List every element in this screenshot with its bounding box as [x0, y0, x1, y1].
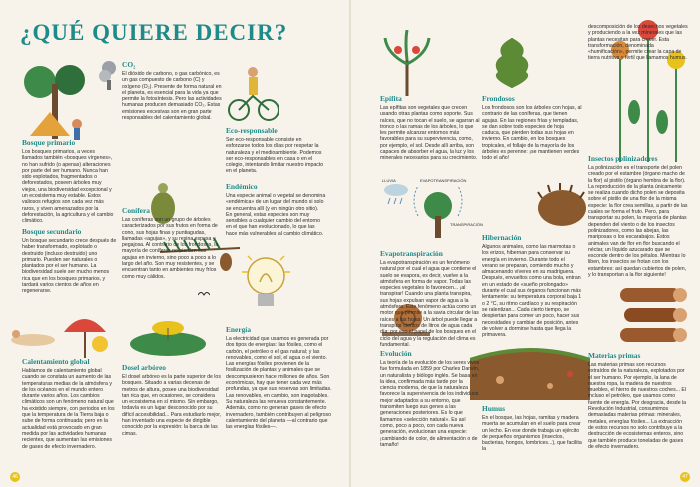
entry-text: Hablamos de calentamiento global cuando se constata un aumento de las temperaturas medias de la atmósfera y de los océanos en el mundo entero durante varios años. Los cambios climáticos son un fenómeno natural que ha existido siempre, con periodos en los que la temperatura de la Tierra baja o sube de forma continuada; pero en la actualidad está provocado en gran medida por las actividades humanas recientes, que aumentan las emisiones de gases de efecto invernadero.	[22, 368, 115, 450]
entry-heading: Calentamiento global	[22, 357, 90, 366]
entry-heading: Endémico	[226, 182, 258, 191]
entry-text: El dióxido de carbono, o gas carbónico, es un gas compuesto de carbono (C) y oxígeno (O₂). Presente de forma natural en el planeta, es esencial para la vida ya que permite la fotosíntesis. Pero las actividades humanas producen demasiado CO₂. Estas emisiones excesivas son en gran parte responsables del calentamiento global.	[122, 71, 222, 122]
entry-heading: Materias primas	[588, 351, 641, 360]
entry-bosque-secundario	[22, 228, 117, 295]
entry-heading: Bosque secundario	[22, 227, 82, 236]
treetop-explorers-illustration	[128, 318, 208, 356]
entry-text: descomposición de los desechos vegetales y produciendo a la vez minerales que las plantas necesitan para crecer. Esta transformación, denominada «humificación», permite crear la capa de tierra nutritiva y fértil que llamamos humus.	[588, 24, 688, 62]
entry-frondosos	[482, 95, 582, 162]
entry-text: La teoría de la evolución de los seres vivos fue formulada en 1859 por Charles Darwin, un naturalista y biólogo inglés. Se basa en la idea, confirmada más tarde por la ciencia moderna, de que la naturaleza favorece la supervivencia de los individuos mejor adaptados a su entorno, que transmiten luego sus genes a las generaciones posteriores. Es lo que llamamos «selección natural». Es así como, poco a poco, con cada nueva generación, evolucionan una especie: ¡cambiando de color, de alimentación o de tamaño!	[380, 360, 480, 448]
page-title: ¿QUÉ QUIERE DECIR?	[20, 20, 288, 45]
epiphyte-plant-illustration	[380, 30, 434, 96]
hibernating-hedgehog-illustration	[534, 178, 590, 230]
entry-evolucion	[380, 350, 480, 448]
entry-text: La electricidad que usamos es generada por dos tipos de energías: las fósiles, como el carbón, el petróleo o el gas natural; y las renovables, como el sol, el agua o el viento. Las energías fósiles provienen de la fosilización de plantas y animales que se descompusieron hace millones de años. Son económicas, hay que tener cada vez más profundas, ya que sus reservas son limitadas. Las renovables, en cambio, son inagotables. Su naturaleza las renueva constantemente. Además, como no generan gases de efecto invernadero, también contribuyen al peligroso calentamiento del planeta —al contrario que las energías fósiles—.	[226, 336, 332, 431]
entry-heading: Energía	[226, 325, 252, 334]
entry-materias-primas	[588, 352, 688, 450]
entry-text: La evapotranspiración es un fenómeno natural por el cual el agua que contiene el suelo se evapora, es decir, vuelve a la atmósfera en forma de vapor. Todas las especies vegetales lo favorecen... ¡al transpirar! Cuando una planta transpira, sus hojas expulsan vapor de agua a la atmósfera. Este fenómeno actúa como un motor que permite a la savia circular de las raíces a las hojas. Un árbol puede llegar a transpirar cientos de litros de agua cada día: por eso el papel de los bosques en el ciclo del agua y la regulación del clima es fundamental.	[380, 260, 479, 348]
entry-epifita	[380, 95, 480, 162]
entry-co2	[122, 61, 222, 121]
entry-text: Las materias primas son recursos extraídos de la naturaleza, explotados por el ser humano. Por ejemplo, la lana de nuestra ropa, la madera de nuestros muebles, el hierro de nuestros coches... El incluso el petróleo, que usamos como fuente de energía. Por desgracia, desde la Revolución Industrial, consumimos demasiadas materias primas: minerales, metales, energías fósiles... La extracción de estos recursos no solo contribuye a la destrucción de ecosistemas enteros, sino que también produce toneladas de gases de efecto invernadero.	[588, 362, 687, 450]
oak-leaf-illustration	[490, 30, 534, 90]
entry-text: Las epífitas son vegetales que crecen usando otras plantas como soporte. Sus raíces, que no tocan el suelo, se agarran al tronco o las ramas de los árboles, lo que les permite alcanzar entornos más favorables para su supervivencia, como, por ejemplo, el sol. Desde allí arriba, son capaces de absorber el agua, la luz y los minerales necesarios para su crecimiento.	[380, 105, 480, 162]
entry-heading: Dosel arbóreo	[122, 363, 166, 372]
entry-heading: Humus	[482, 404, 506, 413]
entry-heading: Bosque primario	[22, 138, 76, 147]
entry-heading: Frondosos	[482, 94, 515, 103]
entry-heading: Evapotranspiración	[380, 249, 443, 258]
beach-umbrella-illustration	[58, 310, 110, 360]
entry-text: Una especie animal o vegetal se denomina «endémica» de un lugar del mundo si solo se encuentra allí (y en ningún otro sitio). En general, estas especies son muy sensibles a cualquier cambio del entorno en el que han evolucionado, lo que las hace más vulnerables al cambio climático.	[226, 193, 326, 237]
water-cycle-diagram	[378, 176, 488, 244]
entry-calentamiento-global	[22, 358, 117, 450]
forest-camping-illustration	[22, 64, 92, 144]
soil-layers-illustration	[470, 330, 590, 400]
entry-text: Algunos animales, como las marmotas o los erizos, hibernan para conservar su energía en invierno. Durante todo el verano se preparan, comiendo mucho y almacenando víveres en su madriguera. Después, envueltos como una bola, entran en un estado de «sueño prolongado» durante el cual sus órganos funcionan más lentamente: su temperatura corporal baja 1 o 2 °C, su ritmo cardíaco y su respiración se ralentizan... Cada cierto tiempo, se despiertan para comer un poco, hacer sus necesidades y cambiar de posición, antes de volver a dormirse hasta que llega la primavera.	[482, 244, 582, 339]
entry-text: La polinización es el transporte del polen creado por el estambre (órgano macho de la flor) al pistilo (órgano hembra de la flor). La reproducción de la planta únicamente se realiza cuando dicho polen se deposita sobre el pistilo de una flor de la misma especie: la flor crea semillas, a partir de las cuales se forma el fruto. Pero, para transportar su polen, la mayoría de plantas dependen del viento o de los insectos polinizadores, como las abejas, las mariposas o los escarabajos. Estos animales van de flor en flor buscando el néctar, un líquido azucarado que se esconde dentro de los pétalos. Mientras lo liben, los insectos se frotan con los estambres: así quedan cubiertos de polen, y lo transportan a la flor siguiente!	[588, 165, 688, 279]
entry-heading: CO₂	[122, 60, 136, 69]
entry-humus	[482, 405, 582, 453]
entry-heading: Conífera	[122, 206, 150, 215]
right-page	[350, 0, 700, 487]
entry-endemico	[226, 183, 326, 237]
page-number: 47	[680, 472, 690, 482]
entry-heading: Eco-responsable	[226, 126, 278, 135]
entry-hibernacion	[482, 234, 582, 338]
diagram-label-evapotranspiracion: EVAPOTRANSPIRACIÓN	[420, 178, 467, 183]
entry-text: El dosel arbóreo es la parte superior de los bosques. Situado a varias decenas de metros de altura, posee una biodiversidad tan rica que, en ocasiones, se considera un ecosistema en sí mismo. Sin embargo, todavía es un lugar desconocido por su difícil accesibilidad... Para estudiarlo mejor, han inventado una especie de dirigible conocido por la expresión: la barca de las cimas.	[122, 374, 222, 437]
diagram-label-transpiracion: TRANSPIRACIÓN	[450, 222, 483, 227]
entry-conifera	[122, 207, 222, 280]
entry-text: Un bosque secundario crece después de haber transformado, explotado o destruido (incluso destruido) uno primario. Pueden ser naturales o plantados por el ser humano. La biodiversidad suele ser mucho menos rica que en los bosques primarios, y tardará varios cientos de años en regenerarse.	[22, 238, 117, 295]
entry-energia	[226, 326, 332, 430]
entry-text: Ser eco-responsable consiste en esforzarse todos los días por respetar la naturaleza y el medioambiente. Podemos ser eco-responsables en casa o en el colegio, intentando limitar nuestro impacto en el planeta.	[226, 137, 324, 175]
entry-heading: Hibernación	[482, 233, 522, 242]
entry-text: Los frondosos son los árboles con hojas, al contrario de las coníferas, que tienen agujas. En las regiones frías y templadas, se dan sobre todo especies de hoja caduca, que pierden todas sus hojas en invierno. En cambio, en los bosques tropicales, el follaje de la mayoría de los árboles es perenne: ¡se mantienen verdes todo el año!	[482, 105, 582, 162]
entry-humus-continued	[588, 24, 688, 62]
page-number: 46	[10, 472, 20, 482]
logs-raw-materials-illustration	[616, 280, 688, 344]
entry-dosel-arboreo	[122, 364, 222, 437]
entry-heading: Evolución	[380, 349, 412, 358]
entry-insectos-polinizadores	[588, 155, 688, 278]
entry-bosque-primario	[22, 139, 117, 225]
entry-eco-responsable	[226, 127, 326, 175]
co2-smoke-illustration	[98, 60, 120, 90]
entry-text: Los bosques primarios, a veces llamados también «bosques vírgenes», no han sufrido (o apenas) alteraciones por parte del ser humano. Nunca han sido explotados, fragmentados o deforestados, poseen árboles muy viejos, una biodiversidad excepcional y un ecosistema muy estable. Estos valiosos refugios son cada vez más raros, y viven amenazados por la deforestación, la agricultura y el cambio climático.	[22, 149, 114, 225]
entry-heading: Epífita	[380, 94, 402, 103]
lightbulb-illustration	[238, 252, 294, 316]
sunbather-illustration	[8, 310, 58, 350]
diagram-label-lluvia: LLUVIA	[382, 178, 396, 183]
entry-heading: Insectos polinizadores	[588, 154, 658, 163]
cyclist-illustration	[227, 62, 279, 124]
entry-text: Las coníferas son un grupo de árboles caracterizados por sus frutos en forma de cono, sus hojas finas y puntiagudas, llamadas «agujas», y su resina espesa y pegajosa. Al contrario de los frondosos, la mayoría de coníferas no pierden sus agujas en invierno, sino poco a poco a lo largo del año. Son muy resistentes, y se encuentran tanto en ambientes muy fríos como muy cálidos.	[122, 217, 219, 280]
bird-illustration	[198, 290, 210, 300]
entry-evapotranspiracion	[380, 250, 480, 348]
entry-text: En el bosque, las hojas, ramitas y madera muerta se acumulan en el suelo para crear un lecho. En ese donde trabaja un ejército de pequeños organismos (insectos, bacterias, hongos, lombrices...), que facilita la	[482, 415, 582, 453]
